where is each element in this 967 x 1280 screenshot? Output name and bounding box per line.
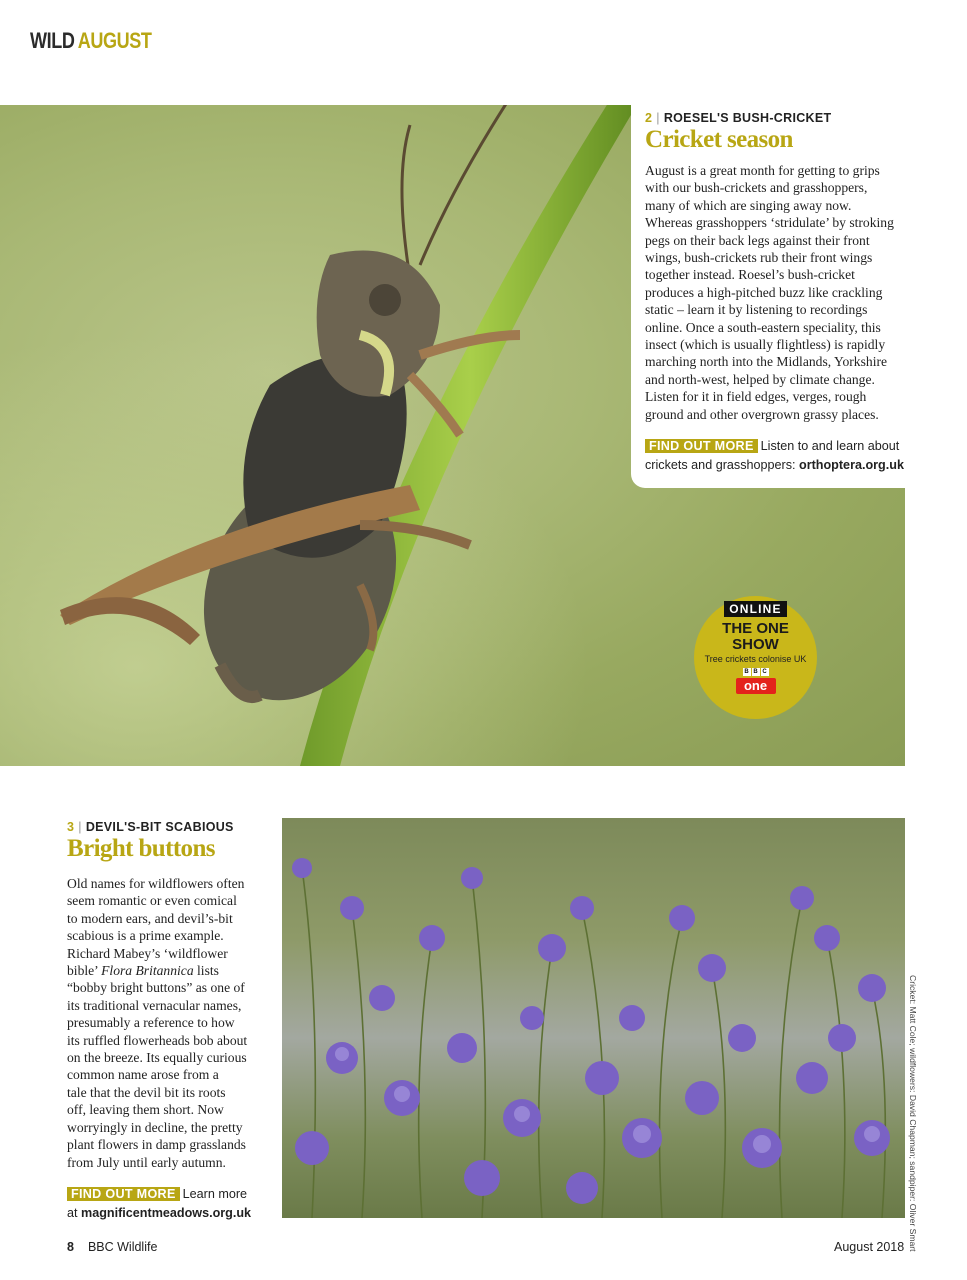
item2-body-line: many of which are singing away now. [645,197,852,213]
item3-body-line: common name arose from a [67,1067,219,1083]
bbc-block: B [744,669,749,675]
item2-body-line: pegs on their back legs against their front [645,232,870,248]
item2-body-line: marching north into the Midlands, Yorkshire [645,354,888,370]
section-header [30,28,151,54]
find-out-more-at: at [67,1206,78,1220]
page-number: 8 [67,1240,74,1254]
photo-credits: Cricket: Matt Cole; wildflowers: David Chapman; sandpiper: Oliver Smart [908,975,918,1252]
find-out-more-tag: FIND OUT MORE [67,1187,180,1201]
book-title: Flora Britannica [101,963,194,979]
one-show-badge[interactable] [694,596,817,719]
body-text: lists [193,963,219,979]
bbc-block: B [753,669,758,675]
item2-body-line: and north-west, helped by climate change. [645,371,875,387]
item3-body-line: to modern ears, and devil’s-bit [67,910,233,926]
item2-body-line: August is a great month for getting to grips [645,163,880,178]
find-out-more-text: Learn more [182,1187,248,1201]
item2-body [645,162,907,423]
online-label: ONLINE [724,601,787,617]
item3-body-line: plant flowers in damp grasslands [67,1137,246,1153]
item3-headline: Bright buttons [67,835,215,862]
item3-body-line: “bobby bright buttons” as one of [67,980,245,996]
show-title-line: THE ONE [722,620,789,637]
item2-body-line: Listen for it in field edges, verges, rough [645,389,867,405]
channel-one: one [736,678,776,694]
item3-body-line: seem romantic or even comical [67,893,237,909]
scabious-illustration [282,818,905,1218]
bbc-one-logo [736,668,776,702]
scabious-photo [282,818,905,1218]
item3-body-line: Old names for wildflowers often [67,876,245,891]
item2-find-out-more [645,437,907,475]
item3-body-line: on the breeze. Its equally curious [67,1050,247,1066]
item2-body-line: Whereas grasshoppers ‘stridulate’ by stroking [645,215,894,231]
item3-body-line: Richard Mabey’s ‘wildflower [67,945,228,961]
item2-body-line: produces a high-pitched buzz like crackling [645,284,883,300]
bbc-blocks [736,668,776,676]
item3-kicker: 3 | DEVIL'S-BIT SCABIOUS [67,820,234,834]
item3-body-line: its ruffled flowerheads bob about [67,1032,248,1048]
bbc-block: C [762,669,767,675]
body-text: bible’ [67,963,102,979]
find-out-more-text: Listen to and learn about [760,439,900,453]
flower-stems [302,868,885,1218]
item3-body-line: off, leaving them short. Now [67,1102,224,1118]
item3-body-line: scabious is a prime example. [67,928,224,944]
section-label: WILD [30,28,75,53]
item3-body [67,875,277,1171]
find-out-more-tag: FIND OUT MORE [645,439,758,453]
item3-body-line [67,962,277,979]
item2-body-line: insect (which is usually flightless) is rapidly [645,337,886,353]
find-out-more-text2: crickets and grasshoppers: [645,458,796,472]
item3-body-line: its traditional vernacular names, [67,997,242,1013]
footer-left [67,1240,157,1254]
issue-date: August 2018 [834,1240,905,1254]
orthoptera-link[interactable]: orthoptera.org.uk [799,458,904,472]
item2-kicker: 2 | ROESEL'S BUSH-CRICKET [645,111,832,125]
item2-body-line: with our bush-crickets and grasshoppers, [645,180,868,196]
show-subtitle: Tree crickets colonise UK [704,654,807,664]
item2-body-line: ground and other overgrown grassy places. [645,406,879,422]
magazine-name: BBC Wildlife [87,1240,158,1254]
item3-number: 3 [67,820,75,834]
item3-find-out-more [67,1185,277,1223]
item2-body-line: static – learn it by listening to recordings [645,302,868,318]
show-title-line: SHOW [732,636,779,653]
item2-body-line: online. Once a south-eastern speciality, this [645,319,881,335]
month-label: AUGUST [77,28,152,53]
item3-body-line: presumably a reference to how [67,1015,235,1031]
item2-body-line: together instead. Roesel’s bush-cricket [645,267,855,283]
item2-number: 2 [645,111,653,125]
item3-body-line: tale that the devil bit its roots [67,1084,226,1100]
show-title [694,621,817,653]
item2-kicker-text: ROESEL'S BUSH-CRICKET [663,111,832,125]
item2-body-line: wings, bush-crickets rub their front wings [645,250,873,266]
item3-body-line: worryingly in decline, the pretty [67,1119,243,1135]
item3-kicker-text: DEVIL'S-BIT SCABIOUS [85,820,234,834]
item3-body-line: from July until early autumn. [67,1154,226,1170]
meadows-link[interactable]: magnificentmeadows.org.uk [81,1206,252,1220]
item2-headline: Cricket season [645,126,793,153]
